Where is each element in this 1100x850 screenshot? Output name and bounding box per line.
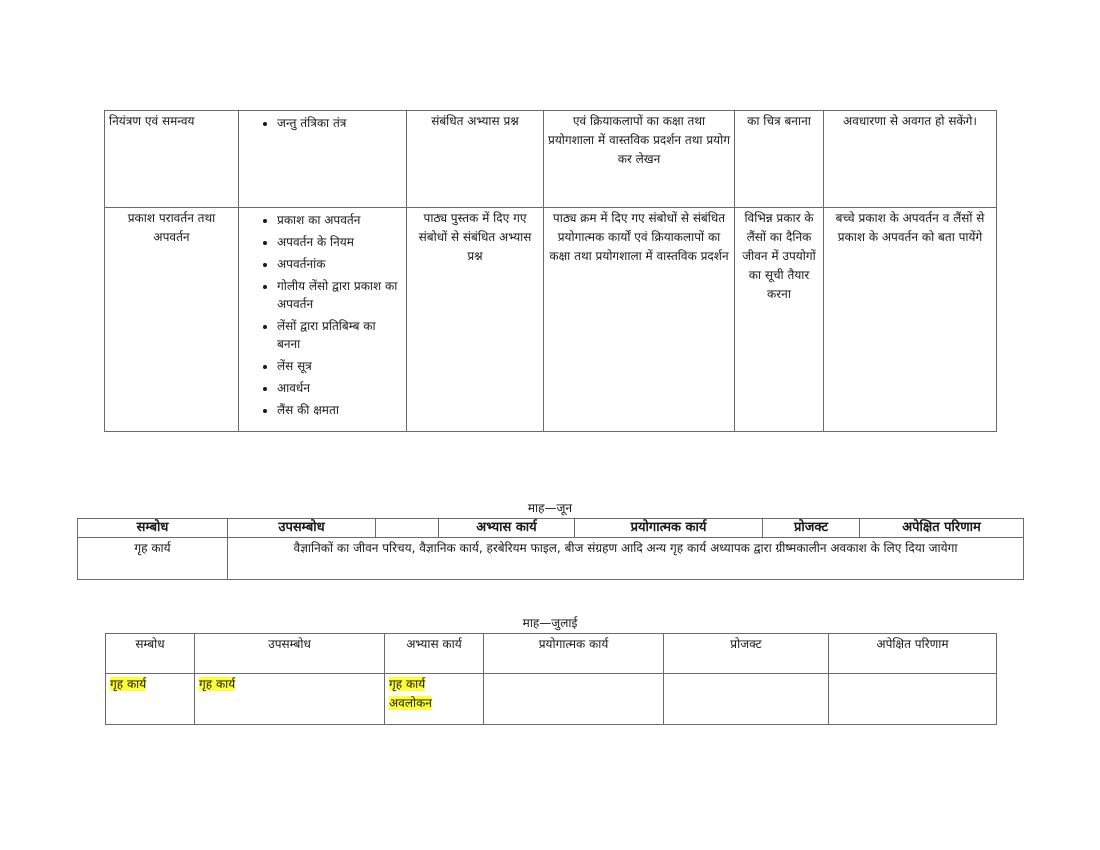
subtopic-cell [195,674,385,725]
table-header-row [106,634,997,674]
list-item: • अपवर्तनांक [277,255,402,273]
column-header: उपसम्बोध [228,519,376,538]
column-header: प्रयोगात्मक कार्य [484,634,664,674]
highlighted-text: गृह कार्य [110,677,147,691]
column-header: प्रोजक्ट [664,634,829,674]
column-header: प्रोजक्ट [763,519,860,538]
highlighted-text: अवलोकन [389,696,432,710]
outcome-cell: अवधारणा से अवगत हो सकेंगे। [824,111,997,208]
table-row [105,208,997,432]
list-item: • आवर्धन [277,379,402,397]
highlighted-text: गृह कार्य [199,677,236,691]
july-title: माह—जुलाई [522,616,578,630]
column-header: अपेक्षित परिणाम [829,634,997,674]
exercise-cell: पाठ्य पुस्तक में दिए गए संबोधों से संबंधित अभ्यास प्रश्न [407,208,544,432]
list-item: • गोलीय लेंसो द्वारा प्रकाश का अपवर्तन [277,277,402,313]
exercise-cell [385,674,484,725]
table-row [105,111,997,208]
list-item: • लेंस सूत्र [277,357,402,375]
table-header-row [78,519,1024,538]
homework-description: वैज्ञानिकों का जीवन परिचय, वैज्ञानिक कार्य, हरबेरियम फाइल, बीज संग्रहण आदि अन्य गृह कार्य अध्यापक द्वारा ग्रीष्मकालीन अवकाश के लिए दिया जायेगा [228,538,1024,580]
list-item: • प्रकाश का अपवर्तन [277,211,402,229]
list-item: • अपवर्तन के नियम [277,233,402,251]
topic-cell [106,674,195,725]
topic-cell: गृह कार्य [78,538,228,580]
practical-cell: एवं क्रियाकलापों का कक्षा तथा प्रयोगशाला में वास्तविक प्रदर्शन तथा प्रयोग कर लेखन [544,111,735,208]
june-table [77,518,1024,580]
subtopic-list [243,211,402,419]
column-header: अपेक्षित परिणाम [860,519,1024,538]
june-title: माह—जून [527,501,573,515]
list-item: • लैंस की क्षमता [277,401,402,419]
practical-cell [484,674,664,725]
topic-cell: प्रकाश परावर्तन तथा अपवर्तन [105,208,239,432]
subtopic-cell [239,208,407,432]
column-header: उपसम्बोध [195,634,385,674]
column-header: प्रयोगात्मक कार्य [575,519,763,538]
column-header: सम्बोध [106,634,195,674]
syllabus-table [104,110,997,432]
column-header: अभ्यास कार्य [385,634,484,674]
project-cell [664,674,829,725]
highlighted-text: गृह कार्य [389,677,426,691]
july-table [105,633,997,725]
column-header: अभ्यास कार्य [439,519,575,538]
outcome-cell: बच्चे प्रकाश के अपवर्तन व लैंसों से प्रकाश के अपवर्तन को बता पायेंगे [824,208,997,432]
subtopic-cell [239,111,407,208]
table-row [106,674,997,725]
project-cell: विभिन्न प्रकार के लैंसों का दैनिक जीवन में उपयोगों का सूची तैयार करना [735,208,824,432]
practical-cell: पाठ्य क्रम में दिए गए संबोधों से संबंधित प्रयोगात्मक कार्यों एवं क्रियाकलापों का कक्षा तथा प्रयोगशाला में वास्तविक प्रदर्शन [544,208,735,432]
list-item: • लेंसों द्वारा प्रतिबिम्ब का बनना [277,317,402,353]
exercise-cell: संबंधित अभ्यास प्रश्न [407,111,544,208]
outcome-cell [829,674,997,725]
column-header: सम्बोध [78,519,228,538]
topic-cell: नियंत्रण एवं समन्वय [105,111,239,208]
project-cell: का चित्र बनाना [735,111,824,208]
list-item: • जन्तु तंत्रिका तंत्र [277,114,402,132]
table-row [78,538,1024,580]
subtopic-list [243,114,402,132]
column-header [376,519,439,538]
